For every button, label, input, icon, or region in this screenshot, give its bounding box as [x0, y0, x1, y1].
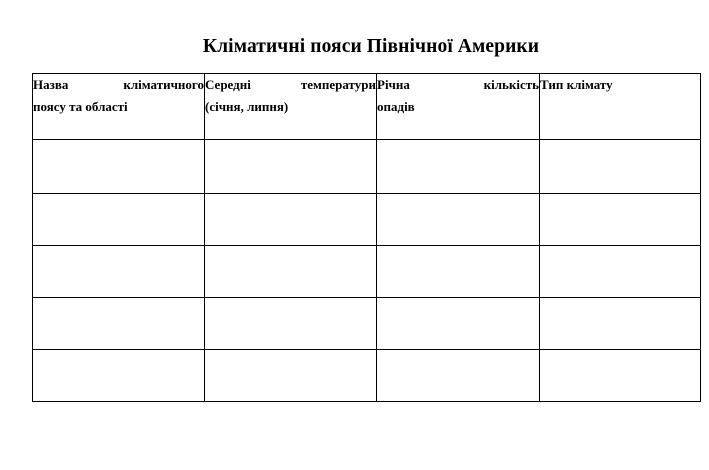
table-cell[interactable]	[33, 246, 205, 298]
table-row	[33, 350, 701, 402]
header-climate-type-line1: Тип клімату	[540, 77, 613, 92]
table-cell[interactable]	[377, 140, 540, 194]
table-cell[interactable]	[377, 298, 540, 350]
table-cell[interactable]	[33, 298, 205, 350]
table-cell[interactable]	[205, 298, 377, 350]
table-cell[interactable]	[540, 298, 701, 350]
table-cell[interactable]	[33, 350, 205, 402]
table-cell[interactable]	[377, 194, 540, 246]
header-annual-precipitation	[377, 74, 540, 140]
table-row	[33, 298, 701, 350]
table-cell[interactable]	[205, 140, 377, 194]
table-cell[interactable]	[33, 140, 205, 194]
page-title: Кліматичні пояси Північної Америки	[202, 36, 540, 57]
header-zone-name-line1: Назва кліматичного	[33, 77, 204, 92]
table-cell[interactable]	[205, 194, 377, 246]
table-cell[interactable]	[540, 194, 701, 246]
table-cell[interactable]	[205, 350, 377, 402]
table-cell[interactable]	[540, 140, 701, 194]
header-annual-precipitation-line1: Річна кількість	[377, 77, 539, 92]
table-cell[interactable]	[33, 194, 205, 246]
header-zone-name	[33, 74, 205, 140]
header-avg-temperatures-line1: Середні температури	[205, 77, 376, 92]
table-row	[33, 246, 701, 298]
table-row	[33, 194, 701, 246]
header-avg-temperatures	[205, 74, 377, 140]
table-header-row	[33, 74, 701, 140]
table-cell[interactable]	[377, 246, 540, 298]
table-cell[interactable]	[205, 246, 377, 298]
table-cell[interactable]	[540, 246, 701, 298]
header-annual-precipitation-line2: опадів	[377, 99, 415, 114]
climate-zones-table	[32, 73, 701, 402]
header-climate-type	[540, 74, 701, 140]
header-zone-name-line2: поясу та області	[33, 99, 128, 114]
table-row	[33, 140, 701, 194]
table-cell[interactable]	[540, 350, 701, 402]
table-cell[interactable]	[377, 350, 540, 402]
header-avg-temperatures-line2: (січня, липня)	[205, 99, 289, 114]
